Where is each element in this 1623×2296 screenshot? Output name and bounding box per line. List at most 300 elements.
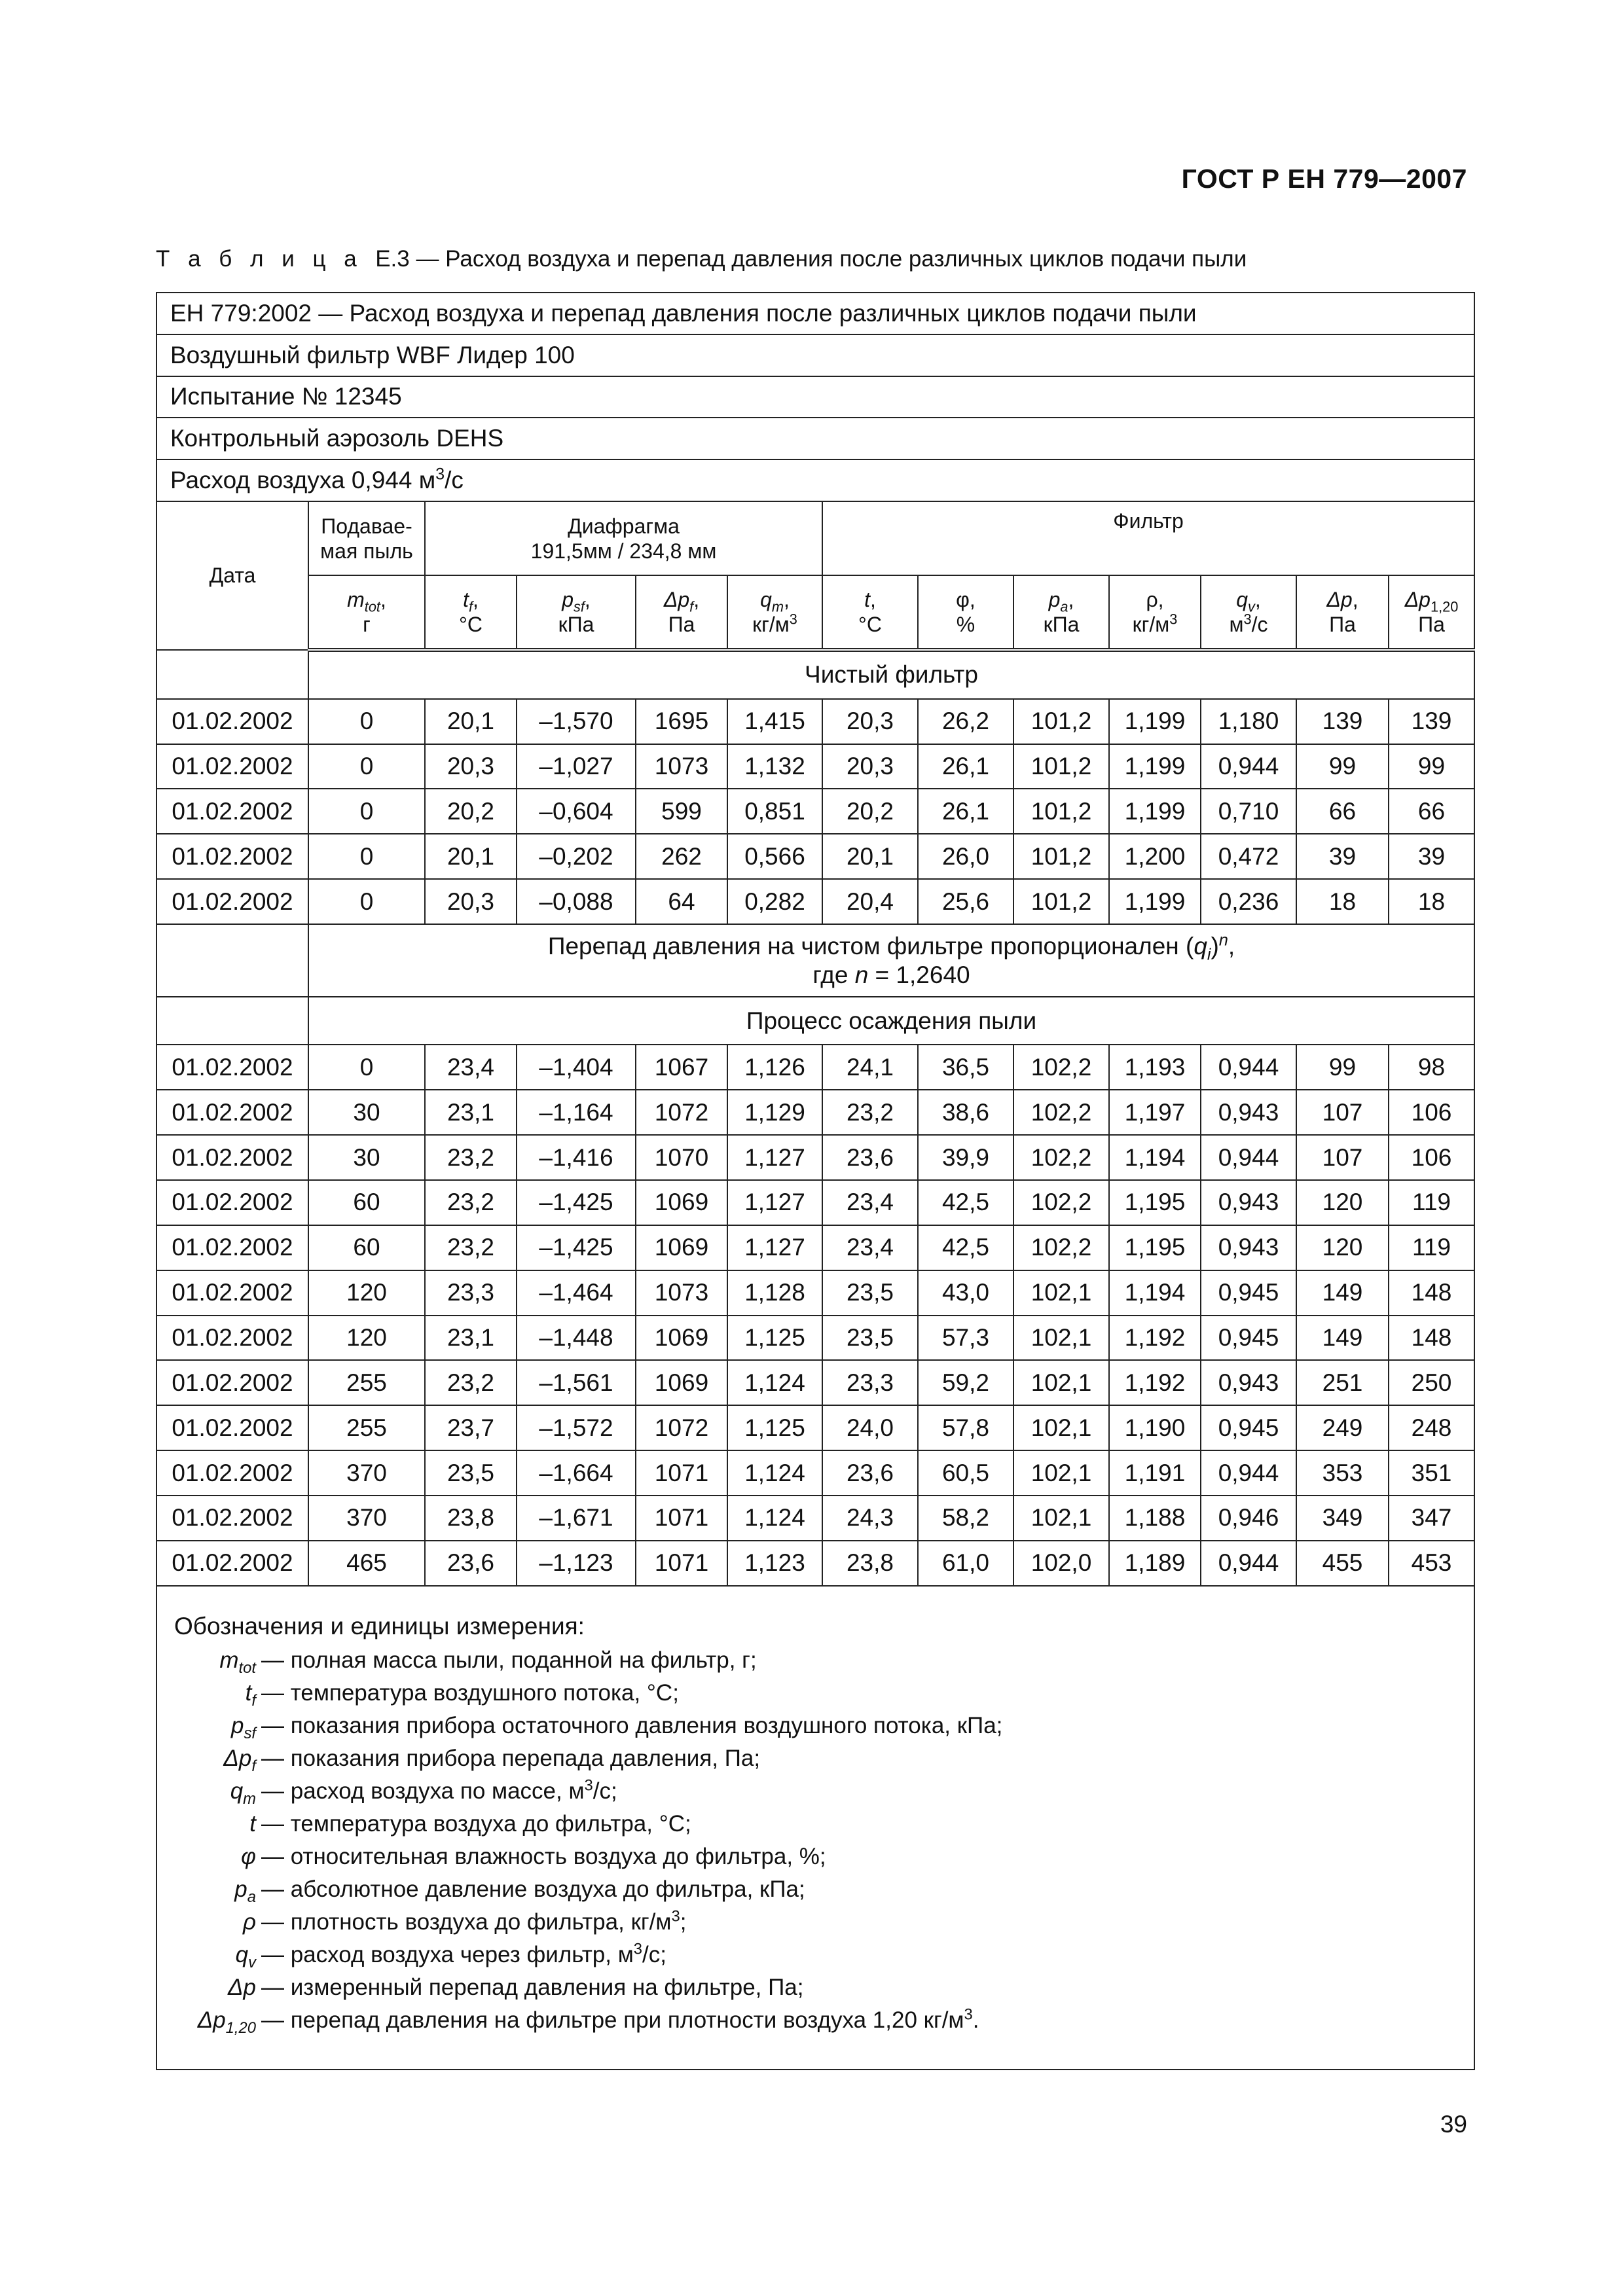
table-cell: 1072 xyxy=(636,1405,727,1450)
header-p-sf: $p_{sf}$, кПа xyxy=(517,575,636,649)
table-cell: 0,944 xyxy=(1201,1541,1296,1586)
table-caption-text: Е.3 — Расход воздуха и перепад давления после различных циклов подачи пыли xyxy=(375,246,1247,272)
table-cell: 66 xyxy=(1296,789,1389,834)
table-cell: 98 xyxy=(1389,1045,1474,1090)
table-cell: 61,0 xyxy=(918,1541,1013,1586)
header-dp: Δp, Па xyxy=(1296,575,1389,649)
table-cell: 26,2 xyxy=(918,699,1013,744)
table-cell: 139 xyxy=(1389,699,1474,744)
table-cell: 0,944 xyxy=(1201,744,1296,789)
table-cell: 0,943 xyxy=(1201,1360,1296,1405)
table-cell: 01.02.2002 xyxy=(156,1496,308,1541)
table-cell: 0,945 xyxy=(1201,1405,1296,1450)
data-table xyxy=(156,292,1475,2070)
table-row xyxy=(156,1135,1474,1180)
header-m-tot: $m_{tot}$, г xyxy=(308,575,425,649)
table-cell: 101,2 xyxy=(1013,789,1109,834)
legend-item xyxy=(174,1644,1457,1677)
legend-description: — расход воздуха через фильтр, $м^3/с$; xyxy=(261,1940,666,1967)
table-cell: 24,1 xyxy=(822,1045,918,1090)
page-number: 39 xyxy=(1440,2111,1467,2138)
table-cell: 465 xyxy=(308,1541,425,1586)
table-cell: 1072 xyxy=(636,1090,727,1135)
table-cell: 1070 xyxy=(636,1135,727,1180)
table-row xyxy=(156,744,1474,789)
table-cell: –1,164 xyxy=(517,1090,636,1135)
table-cell: 57,3 xyxy=(918,1316,1013,1361)
table-cell: 60,5 xyxy=(918,1450,1013,1496)
table-cell: 42,5 xyxy=(918,1225,1013,1270)
legend-symbol: Δp xyxy=(228,1974,256,2000)
dust-loading-rows xyxy=(156,1045,1474,1585)
table-cell: 102,1 xyxy=(1013,1496,1109,1541)
table-cell: 23,6 xyxy=(822,1135,918,1180)
table-cell: 0 xyxy=(308,744,425,789)
legend-item xyxy=(174,2004,1457,2037)
table-cell: 99 xyxy=(1389,744,1474,789)
table-cell: 23,7 xyxy=(425,1405,517,1450)
table-cell: 23,4 xyxy=(822,1180,918,1225)
table-cell: 01.02.2002 xyxy=(156,1225,308,1270)
legend-description: — показания прибора остаточного давления воздушного потока, кПа; xyxy=(261,1712,1003,1738)
table-cell: 1,199 xyxy=(1109,699,1201,744)
table-cell: 120 xyxy=(308,1316,425,1361)
table-row xyxy=(156,1225,1474,1270)
table-cell: 99 xyxy=(1296,744,1389,789)
header-date: Дата xyxy=(156,501,308,650)
table-cell: 01.02.2002 xyxy=(156,879,308,924)
table-cell: 01.02.2002 xyxy=(156,1270,308,1316)
table-cell: 262 xyxy=(636,834,727,879)
table-cell: 23,5 xyxy=(822,1270,918,1316)
table-cell: 23,5 xyxy=(425,1450,517,1496)
section-spacer xyxy=(156,924,308,997)
header-q-m: $q_m$, $кг/м^3$ xyxy=(727,575,822,649)
legend-symbol: $p_{sf}$ xyxy=(231,1712,256,1742)
table-caption-label: Т а б л и ц а xyxy=(156,246,363,272)
section-dust-loading: Процесс осаждения пыли xyxy=(308,997,1474,1045)
table-cell: 599 xyxy=(636,789,727,834)
table-cell: 20,2 xyxy=(425,789,517,834)
table-cell: 26,0 xyxy=(918,834,1013,879)
table-cell: 119 xyxy=(1389,1225,1474,1270)
table-cell: 01.02.2002 xyxy=(156,834,308,879)
table-cell: 1069 xyxy=(636,1225,727,1270)
table-cell: 353 xyxy=(1296,1450,1389,1496)
table-cell: 1,123 xyxy=(727,1541,822,1586)
table-cell: 01.02.2002 xyxy=(156,1360,308,1405)
table-cell: –1,425 xyxy=(517,1225,636,1270)
table-cell: 370 xyxy=(308,1450,425,1496)
table-cell: 0,943 xyxy=(1201,1180,1296,1225)
table-cell: 1,194 xyxy=(1109,1135,1201,1180)
table-cell: 1,193 xyxy=(1109,1045,1201,1090)
table-cell: 24,3 xyxy=(822,1496,918,1541)
table-cell: –1,425 xyxy=(517,1180,636,1225)
table-cell: 1,415 xyxy=(727,699,822,744)
legend-symbol: $\Delta p_f$ xyxy=(223,1745,256,1775)
table-cell: 23,4 xyxy=(822,1225,918,1270)
table-cell: 1073 xyxy=(636,744,727,789)
legend-description: — расход воздуха по массе, $м^3/с$; xyxy=(261,1776,617,1804)
info-standard: ЕН 779:2002 — Расход воздуха и перепад давления после различных циклов подачи пыли xyxy=(156,293,1474,334)
legend-item xyxy=(174,1840,1457,1873)
header-diaphragm: Диафрагма 191,5мм / 234,8 мм xyxy=(425,501,822,575)
table-cell: 23,3 xyxy=(822,1360,918,1405)
table-cell: 106 xyxy=(1389,1135,1474,1180)
table-cell: 23,2 xyxy=(822,1090,918,1135)
table-cell: 255 xyxy=(308,1405,425,1450)
table-cell: 148 xyxy=(1389,1270,1474,1316)
table-cell: 1,199 xyxy=(1109,789,1201,834)
legend-symbol: $q_m$ xyxy=(230,1778,256,1808)
table-cell: 102,2 xyxy=(1013,1180,1109,1225)
table-cell: 30 xyxy=(308,1090,425,1135)
table-cell: 120 xyxy=(1296,1180,1389,1225)
table-cell: 20,3 xyxy=(425,744,517,789)
table-cell: 248 xyxy=(1389,1405,1474,1450)
table-cell: 01.02.2002 xyxy=(156,1450,308,1496)
legend-symbol: t xyxy=(249,1810,256,1837)
table-cell: 26,1 xyxy=(918,744,1013,789)
table-cell: 0,945 xyxy=(1201,1270,1296,1316)
table-cell: 255 xyxy=(308,1360,425,1405)
proportionality-note: Перепад давления на чистом фильтре пропорционален $(q_i)^n$, где n = 1,2640 xyxy=(308,924,1474,997)
table-cell: –1,671 xyxy=(517,1496,636,1541)
table-cell: 102,1 xyxy=(1013,1360,1109,1405)
table-cell: –1,123 xyxy=(517,1541,636,1586)
table-cell: 251 xyxy=(1296,1360,1389,1405)
legend-item xyxy=(174,1939,1457,1971)
table-cell: 58,2 xyxy=(918,1496,1013,1541)
table-cell: 1,180 xyxy=(1201,699,1296,744)
table-cell: 01.02.2002 xyxy=(156,1316,308,1361)
table-cell: 39 xyxy=(1389,834,1474,879)
table-cell: 1,195 xyxy=(1109,1180,1201,1225)
info-filter: Воздушный фильтр WBF Лидер 100 xyxy=(156,334,1474,376)
table-row xyxy=(156,1496,1474,1541)
table-cell: 250 xyxy=(1389,1360,1474,1405)
table-cell: 0,851 xyxy=(727,789,822,834)
legend-symbol: φ xyxy=(241,1843,256,1869)
legend-item xyxy=(174,1873,1457,1906)
table-cell: 1067 xyxy=(636,1045,727,1090)
table-row xyxy=(156,1541,1474,1586)
table-cell: 1,132 xyxy=(727,744,822,789)
table-cell: 20,2 xyxy=(822,789,918,834)
legend-symbol: $t_f$ xyxy=(245,1679,256,1710)
section-spacer xyxy=(156,650,308,699)
table-cell: 26,1 xyxy=(918,789,1013,834)
table-cell: 0,943 xyxy=(1201,1225,1296,1270)
table-cell: 20,3 xyxy=(425,879,517,924)
table-cell: 0,710 xyxy=(1201,789,1296,834)
table-cell: –1,561 xyxy=(517,1360,636,1405)
table-cell: 01.02.2002 xyxy=(156,1045,308,1090)
table-cell: 0,944 xyxy=(1201,1045,1296,1090)
header-rho: ρ, $кг/м^3$ xyxy=(1109,575,1201,649)
table-cell: 1,126 xyxy=(727,1045,822,1090)
table-row xyxy=(156,1360,1474,1405)
table-cell: 25,6 xyxy=(918,879,1013,924)
table-cell: 01.02.2002 xyxy=(156,1180,308,1225)
table-cell: 64 xyxy=(636,879,727,924)
table-cell: 01.02.2002 xyxy=(156,1135,308,1180)
table-cell: 99 xyxy=(1296,1045,1389,1090)
table-cell: 23,6 xyxy=(822,1450,918,1496)
table-cell: 01.02.2002 xyxy=(156,744,308,789)
legend-description: — плотность воздуха до фильтра, $кг/м^3$; xyxy=(261,1907,687,1935)
table-cell: 102,1 xyxy=(1013,1316,1109,1361)
table-cell: 1,124 xyxy=(727,1496,822,1541)
table-cell: 119 xyxy=(1389,1180,1474,1225)
table-cell: 1,129 xyxy=(727,1090,822,1135)
table-cell: 60 xyxy=(308,1180,425,1225)
legend-item xyxy=(174,1775,1457,1808)
header-phi: φ, % xyxy=(918,575,1013,649)
table-cell: 39 xyxy=(1296,834,1389,879)
table-cell: 66 xyxy=(1389,789,1474,834)
table-cell: 57,8 xyxy=(918,1405,1013,1450)
table-cell: 351 xyxy=(1389,1450,1474,1496)
table-cell: 455 xyxy=(1296,1541,1389,1586)
table-cell: 101,2 xyxy=(1013,744,1109,789)
table-cell: 1,194 xyxy=(1109,1270,1201,1316)
legend-description: — измеренный перепад давления на фильтре, Па; xyxy=(261,1974,804,2000)
table-cell: 102,2 xyxy=(1013,1225,1109,1270)
legend-item xyxy=(174,1677,1457,1710)
document-code: ГОСТ Р ЕН 779—2007 xyxy=(1181,164,1467,194)
table-cell: –0,088 xyxy=(517,879,636,924)
table-cell: 0 xyxy=(308,699,425,744)
table-cell: 1,199 xyxy=(1109,744,1201,789)
table-cell: –1,572 xyxy=(517,1405,636,1450)
table-cell: 20,3 xyxy=(822,744,918,789)
legend-description: — абсолютное давление воздуха до фильтра, кПа; xyxy=(261,1876,805,1902)
legend-description: — перепад давления на фильтре при плотности воздуха 1,20 $кг/м^3$. xyxy=(261,2005,979,2033)
table-cell: 0,566 xyxy=(727,834,822,879)
table-caption xyxy=(156,246,1247,272)
table-cell: 20,1 xyxy=(425,699,517,744)
table-cell: 1,197 xyxy=(1109,1090,1201,1135)
table-cell: 349 xyxy=(1296,1496,1389,1541)
table-row xyxy=(156,1045,1474,1090)
table-cell: 1,127 xyxy=(727,1225,822,1270)
table-cell: 0,472 xyxy=(1201,834,1296,879)
legend-symbol: ρ xyxy=(242,1909,256,1935)
table-body xyxy=(156,293,1474,699)
header-dp-f: $\Delta p_f$, Па xyxy=(636,575,727,649)
table-row xyxy=(156,1180,1474,1225)
table-row xyxy=(156,699,1474,744)
table-cell: 1,192 xyxy=(1109,1316,1201,1361)
table-row xyxy=(156,879,1474,924)
table-cell: 1071 xyxy=(636,1541,727,1586)
table-cell: 453 xyxy=(1389,1541,1474,1586)
table-cell: 107 xyxy=(1296,1135,1389,1180)
legend-description: — температура воздуха до фильтра, °C; xyxy=(261,1810,691,1837)
legend xyxy=(156,1586,1474,2070)
table-cell: 0,944 xyxy=(1201,1135,1296,1180)
table-cell: 60 xyxy=(308,1225,425,1270)
table-cell: 0,945 xyxy=(1201,1316,1296,1361)
table-row xyxy=(156,789,1474,834)
table-cell: 24,0 xyxy=(822,1405,918,1450)
table-cell: 30 xyxy=(308,1135,425,1180)
table-cell: 0,236 xyxy=(1201,879,1296,924)
table-cell: 149 xyxy=(1296,1270,1389,1316)
table-cell: 23,5 xyxy=(822,1316,918,1361)
table-cell: 1,195 xyxy=(1109,1225,1201,1270)
table-cell: –1,404 xyxy=(517,1045,636,1090)
table-cell: 23,8 xyxy=(425,1496,517,1541)
table-cell: 1695 xyxy=(636,699,727,744)
table-row xyxy=(156,1270,1474,1316)
info-aerosol: Контрольный аэрозоль DEHS xyxy=(156,418,1474,459)
table-cell: 01.02.2002 xyxy=(156,1405,308,1450)
table-cell: 120 xyxy=(1296,1225,1389,1270)
legend-description: — температура воздушного потока, °C; xyxy=(261,1679,679,1706)
table-cell: 0,282 xyxy=(727,879,822,924)
table-cell: 1,189 xyxy=(1109,1541,1201,1586)
table-row xyxy=(156,834,1474,879)
table-cell: 1,127 xyxy=(727,1135,822,1180)
table-cell: 101,2 xyxy=(1013,879,1109,924)
table-cell: 149 xyxy=(1296,1316,1389,1361)
table-cell: –1,464 xyxy=(517,1270,636,1316)
table-cell: 102,0 xyxy=(1013,1541,1109,1586)
table-cell: –1,570 xyxy=(517,699,636,744)
table-cell: 1,199 xyxy=(1109,879,1201,924)
table-cell: 38,6 xyxy=(918,1090,1013,1135)
table-cell: –1,027 xyxy=(517,744,636,789)
table-cell: 1,124 xyxy=(727,1450,822,1496)
header-t-f: $t_f$, °C xyxy=(425,575,517,649)
legend-symbol: $\Delta p_{1,20}$ xyxy=(197,2007,256,2037)
table-cell: 1,125 xyxy=(727,1405,822,1450)
table-cell: 101,2 xyxy=(1013,699,1109,744)
table-cell: 107 xyxy=(1296,1090,1389,1135)
table-cell: 0 xyxy=(308,1045,425,1090)
table-cell: 1,125 xyxy=(727,1316,822,1361)
table-cell: 36,5 xyxy=(918,1045,1013,1090)
table-cell: 20,4 xyxy=(822,879,918,924)
table-cell: –1,448 xyxy=(517,1316,636,1361)
table-cell: 23,2 xyxy=(425,1360,517,1405)
legend-description: — показания прибора перепада давления, Па; xyxy=(261,1745,761,1771)
table-row xyxy=(156,1090,1474,1135)
table-cell: –0,604 xyxy=(517,789,636,834)
table-cell: 18 xyxy=(1389,879,1474,924)
table-cell: 102,1 xyxy=(1013,1405,1109,1450)
table-cell: 59,2 xyxy=(918,1360,1013,1405)
info-airflow: Расход воздуха 0,944 $м^3/с$ xyxy=(156,459,1474,501)
legend-title: Обозначения и единицы измерения: xyxy=(174,1612,585,1640)
table-cell: 1,124 xyxy=(727,1360,822,1405)
table-cell: –1,664 xyxy=(517,1450,636,1496)
table-cell: 106 xyxy=(1389,1090,1474,1135)
table-row xyxy=(156,1316,1474,1361)
table-cell: 1,191 xyxy=(1109,1450,1201,1496)
table-cell: 0,943 xyxy=(1201,1090,1296,1135)
table-cell: 20,1 xyxy=(425,834,517,879)
table-cell: 1,192 xyxy=(1109,1360,1201,1405)
table-cell: 0 xyxy=(308,789,425,834)
header-dp-120: $\Delta p_{1,20}$ Па xyxy=(1389,575,1474,649)
table-row xyxy=(156,1450,1474,1496)
table-cell: 102,2 xyxy=(1013,1135,1109,1180)
table-cell: 0,946 xyxy=(1201,1496,1296,1541)
table-cell: 01.02.2002 xyxy=(156,699,308,744)
legend-item xyxy=(174,1742,1457,1775)
header-filter: Фильтр xyxy=(822,501,1474,575)
table-cell: 23,2 xyxy=(425,1135,517,1180)
legend-description: — относительная влажность воздуха до фильтра, %; xyxy=(261,1843,826,1869)
header-t: t, °C xyxy=(822,575,918,649)
table-cell: 43,0 xyxy=(918,1270,1013,1316)
header-q-v: $q_v$, $м^3/с$ xyxy=(1201,575,1296,649)
table-cell: 23,4 xyxy=(425,1045,517,1090)
table-cell: 20,1 xyxy=(822,834,918,879)
table-cell: 0 xyxy=(308,834,425,879)
table-cell: 23,2 xyxy=(425,1225,517,1270)
legend-item xyxy=(174,1971,1457,2004)
table-cell: 101,2 xyxy=(1013,834,1109,879)
table-cell: 18 xyxy=(1296,879,1389,924)
table-cell: 1073 xyxy=(636,1270,727,1316)
table-cell: 0,944 xyxy=(1201,1450,1296,1496)
table-cell: 01.02.2002 xyxy=(156,1090,308,1135)
table-cell: 23,1 xyxy=(425,1316,517,1361)
table-cell: 1069 xyxy=(636,1180,727,1225)
table-cell: 120 xyxy=(308,1270,425,1316)
legend-symbol: $p_a$ xyxy=(234,1876,256,1906)
table-cell: 23,2 xyxy=(425,1180,517,1225)
table-cell: 148 xyxy=(1389,1316,1474,1361)
table-cell: 102,2 xyxy=(1013,1090,1109,1135)
section-clean-filter: Чистый фильтр xyxy=(308,650,1474,699)
table-cell: 1071 xyxy=(636,1450,727,1496)
table-cell: 139 xyxy=(1296,699,1389,744)
table-cell: 23,6 xyxy=(425,1541,517,1586)
table-cell: 1,190 xyxy=(1109,1405,1201,1450)
legend-item xyxy=(174,1808,1457,1840)
table-cell: 20,3 xyxy=(822,699,918,744)
table-row xyxy=(156,1405,1474,1450)
legend-symbol: $m_{tot}$ xyxy=(219,1647,256,1677)
header-dust: Подавае- мая пыль xyxy=(308,501,425,575)
section-spacer xyxy=(156,997,308,1045)
table-cell: 102,1 xyxy=(1013,1270,1109,1316)
table-cell: 1,127 xyxy=(727,1180,822,1225)
table-cell: 249 xyxy=(1296,1405,1389,1450)
table-cell: 1071 xyxy=(636,1496,727,1541)
table-cell: 102,1 xyxy=(1013,1450,1109,1496)
info-test: Испытание № 12345 xyxy=(156,376,1474,418)
table-cell: 23,3 xyxy=(425,1270,517,1316)
table-cell: 23,8 xyxy=(822,1541,918,1586)
table-cell: 01.02.2002 xyxy=(156,1541,308,1586)
table-cell: 42,5 xyxy=(918,1180,1013,1225)
table-cell: 1069 xyxy=(636,1316,727,1361)
legend-symbol: $q_v$ xyxy=(235,1941,256,1971)
legend-item xyxy=(174,1906,1457,1939)
table-cell: 23,1 xyxy=(425,1090,517,1135)
table-cell: 39,9 xyxy=(918,1135,1013,1180)
header-p-a: $p_a$, кПа xyxy=(1013,575,1109,649)
legend-item xyxy=(174,1710,1457,1742)
legend-list xyxy=(174,1644,1457,2037)
